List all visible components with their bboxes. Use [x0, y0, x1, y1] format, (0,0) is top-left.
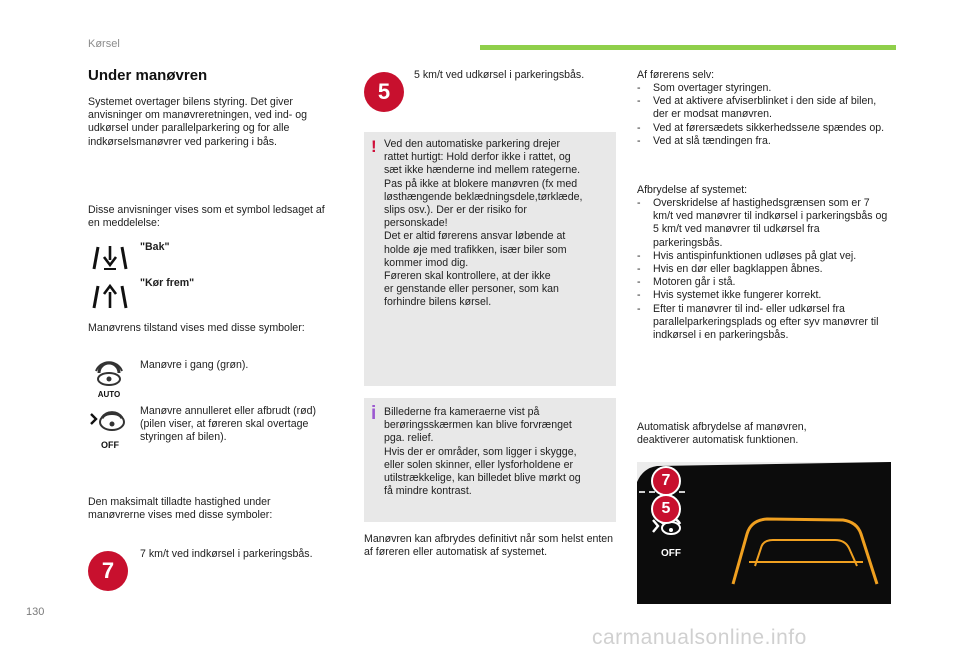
warning-line: holde øje med trafikken, især biler som [384, 243, 567, 256]
forward-arrow-icon [92, 282, 128, 312]
warning-line: Ved den automatiske parkering drejer [384, 138, 561, 150]
speed-intro: Den maksimalt tilladte hastighed under manøvrerne vises med disse symboler: [88, 496, 273, 522]
list-item: - Motoren går i stå. [637, 276, 891, 289]
info-line: utilstrækkelige, kan billedet blive mørkt og [384, 472, 581, 485]
system-cancel-title: Afbrydelse af systemet: [637, 184, 748, 196]
screen-off-label: OFF [661, 548, 681, 559]
warning-line: kommer imod dig. [384, 256, 469, 269]
warning-line: sæt ikke hænderne ind mellem rategerne. [384, 164, 581, 177]
list-item: - Som overtager styringen. [637, 82, 885, 95]
warning-line: løsthængende beklædningsdele,tørklæde, [384, 190, 583, 203]
info-box [364, 398, 616, 522]
page-title: Under manøvren [88, 67, 208, 84]
list-item: - Hvis en dør eller bagklappen åbnes. [637, 263, 891, 276]
screen-speed-5-badge: 5 [651, 494, 681, 524]
section-accent-bar [480, 45, 896, 50]
list-item: - Ved at aktivere afviserblinket i den side af bilen, der er modsat manøvren. [637, 95, 885, 121]
intro-paragraph: Systemet overtager bilens styring. Det giver anvisninger om manøvreretningen, ved ind- og udkørsel under parallelparkering og for alle indkørselsmanøvrer ved parkering i bås. [88, 96, 308, 148]
section-label: Kørsel [88, 38, 120, 50]
auto-icon-text: AUTO [97, 390, 121, 399]
page-number: 130 [26, 606, 45, 618]
warning-line: Føreren skal kontrollere, at der ikke [384, 270, 551, 283]
speed-7-text: 7 km/t ved indkørsel i parkeringsbås. [140, 548, 313, 560]
list-item: - Hvis antispinfunktionen udløses på glat vej. [637, 250, 891, 263]
status-cancel-text: Manøvre annulleret eller afbrudt (rød) (pilen viser, at føreren skal overtage styringen af bilen). [140, 405, 317, 444]
speed-7-badge: 7 [88, 551, 128, 591]
screen-speed-7-badge: 7 [651, 466, 681, 496]
info-line: berøringsskærmen kan blive forvrænget [384, 419, 572, 432]
warning-icon: ! [371, 137, 377, 156]
list-item: - Ved at førersædets sikkerhedsseле spændes op. [637, 122, 885, 135]
warning-line: personskade! [384, 217, 448, 230]
signs-intro: Disse anvisninger vises som et symbol ledsaget af en meddelelse: [88, 204, 325, 230]
info-line: eller solen skinner, eller lysforholdene er [384, 458, 574, 471]
status-active-text: Manøvre i gang (grøn). [140, 359, 249, 371]
warning-line: forhindre bilens kørsel. [384, 296, 492, 309]
off-icon-text: OFF [101, 440, 119, 450]
warning-text [384, 138, 614, 310]
driver-cancel-list [637, 82, 885, 148]
reverse-arrow-icon [92, 243, 128, 273]
list-item: - Efter ti manøvrer til ind- eller udkørsel fra parallelparkeringsplads og efter syv manøvrer til indkørsel i en parkeringsbås. [637, 303, 891, 343]
list-item: - Hvis systemet ikke fungerer korrekt. [637, 289, 891, 302]
warning-line: er genstande eller personer, som kan [384, 283, 559, 296]
steering-auto-icon [92, 361, 126, 399]
auto-cancel-text: Automatisk afbrydelse af manøvren, deaktiverer automatisk funktionen. [637, 421, 807, 447]
info-text [384, 406, 614, 498]
warning-line: Pas på ikke at blokere manøvren (fx med [384, 177, 578, 190]
warning-box [364, 132, 616, 386]
info-line: pga. relief. [384, 432, 434, 445]
list-item: - Overskridelse af hastighedsgrænsen som er 7 km/t ved manøvrer til indkørsel i parkeringsbås og 5 km/t ved manøvrer til udkørsel fra parkeringsbås. [637, 197, 891, 250]
info-line: Billederne fra kameraerne vist på [384, 406, 540, 418]
forward-sign-label: "Kør frem" [140, 277, 195, 289]
reverse-sign-label: "Bak" [140, 241, 170, 253]
cancel-note: Manøvren kan afbrydes definitivt når som helst enten af føreren eller automatisk af systemet. [364, 533, 614, 559]
speed-5-text: 5 km/t ved udkørsel i parkeringsbås. [414, 69, 585, 81]
watermark: carmanualsonline.info [592, 626, 807, 649]
warning-line: slips osv.). Der er der risiko for [384, 204, 527, 217]
warning-line: Det er altid førerens ansvar løbende at [384, 230, 566, 243]
status-intro: Manøvrens tilstand vises med disse symboler: [88, 322, 305, 334]
info-line: få mindre kontrast. [384, 485, 472, 498]
speed-5-badge: 5 [364, 72, 404, 112]
camera-screen-image [637, 462, 891, 604]
list-item: - Ved at slå tændingen fra. [637, 135, 885, 148]
system-cancel-list [637, 197, 891, 342]
warning-line: rattet hurtigt: Hold derfor ikke i rattet, og [384, 151, 571, 164]
info-line: Hvis der er områder, som ligger i skygge, [384, 445, 577, 458]
steering-off-icon [88, 408, 130, 452]
driver-cancel-title: Af førerens selv: [637, 69, 715, 81]
info-icon: i [371, 403, 377, 424]
